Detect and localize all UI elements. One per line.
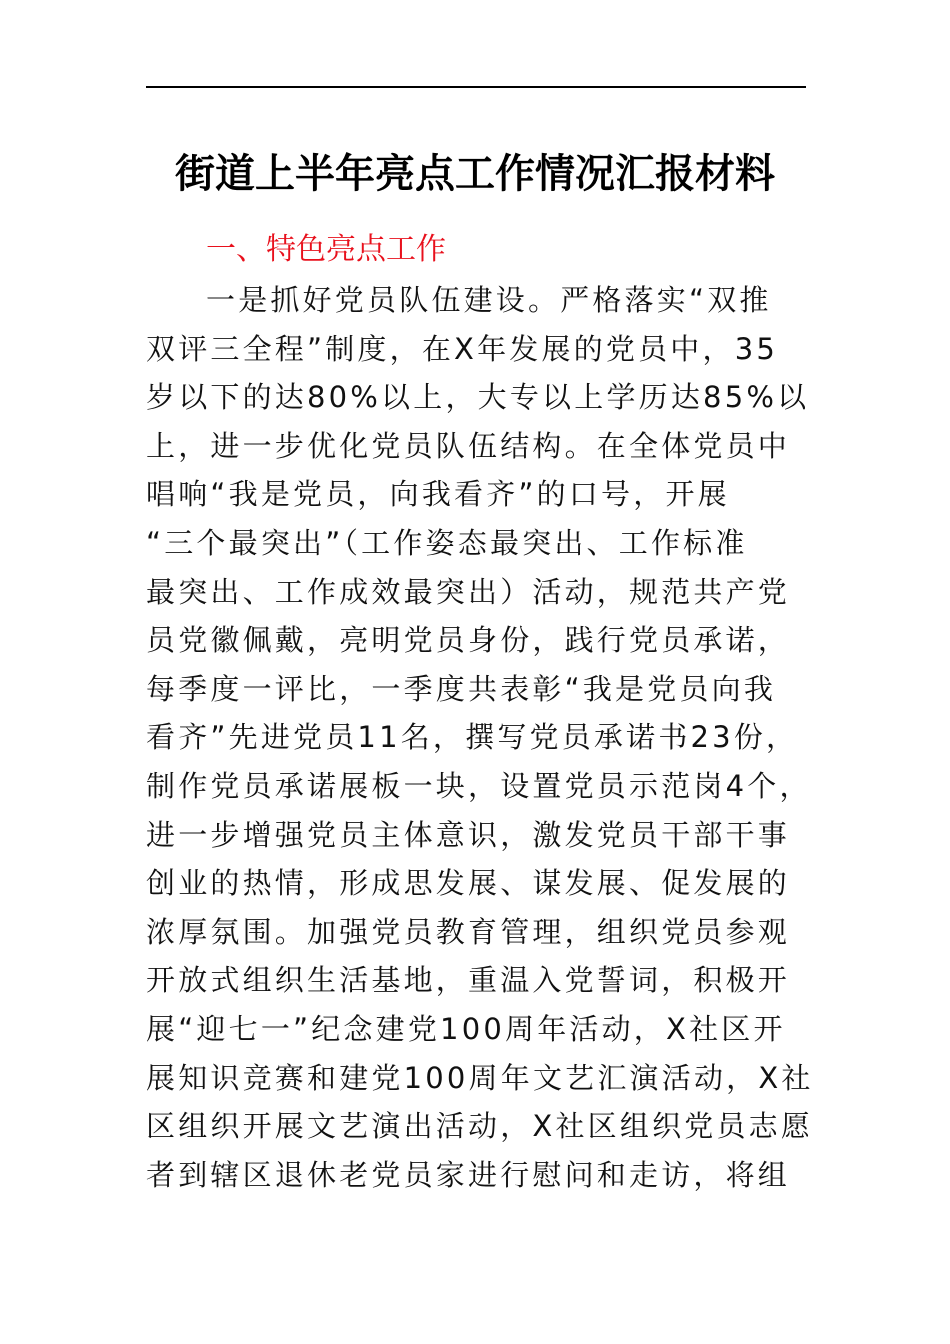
section-heading: 一、特色亮点工作 — [206, 232, 446, 267]
body-paragraph — [146, 276, 814, 1199]
body-line: 一是抓好党员队伍建设。严格落实“双推 — [206, 283, 772, 317]
body-line: 双评三全程”制度，在X年发展的党员中，35 — [146, 331, 778, 366]
document-title: 街道上半年亮点工作情况汇报材料 — [175, 150, 775, 197]
body-line: 唱响“我是党员，向我看齐”的口号，开展 — [146, 477, 730, 512]
body-line: 展知识竞赛和建党100周年文艺汇演活动，X社 — [146, 1060, 814, 1095]
body-line: 员党徽佩戴，亮明党员身份，践行党员承诺， — [146, 623, 791, 658]
body-line: 进一步增强党员主体意识，激发党员干部干事 — [146, 817, 791, 852]
body-line: 区组织开展文艺演出活动，X社区组织党员志愿 — [146, 1109, 814, 1144]
body-line: 创业的热情，形成思发展、谋发展、促发展的 — [146, 866, 791, 901]
body-line: 最突出、工作成效最突出）活动，规范共产党 — [146, 574, 791, 609]
body-line: 上，进一步优化党员队伍结构。在全体党员中 — [146, 428, 791, 463]
body-line: 每季度一评比，一季度共表彰“我是党员向我 — [146, 671, 777, 706]
body-line: 看齐”先进党员11名，撰写党员承诺书23份， — [146, 720, 799, 755]
header-rule — [146, 86, 806, 88]
body-line: 者到辖区退休老党员家进行慰问和走访，将组 — [146, 1157, 791, 1192]
body-line: 岁以下的达80%以上，大专以上学历达85%以 — [146, 380, 810, 415]
body-line: 展“迎七一”纪念建党100周年活动，X社区开 — [146, 1011, 786, 1046]
body-line: 浓厚氛围。加强党员教育管理，组织党员参观 — [146, 914, 791, 949]
body-line: “三个最突出”（工作姿态最突出、工作标准 — [146, 525, 748, 560]
body-line: 开放式组织生活基地，重温入党誓词，积极开 — [146, 963, 791, 998]
body-line: 制作党员承诺展板一块，设置党员示范岗4个， — [146, 768, 812, 803]
